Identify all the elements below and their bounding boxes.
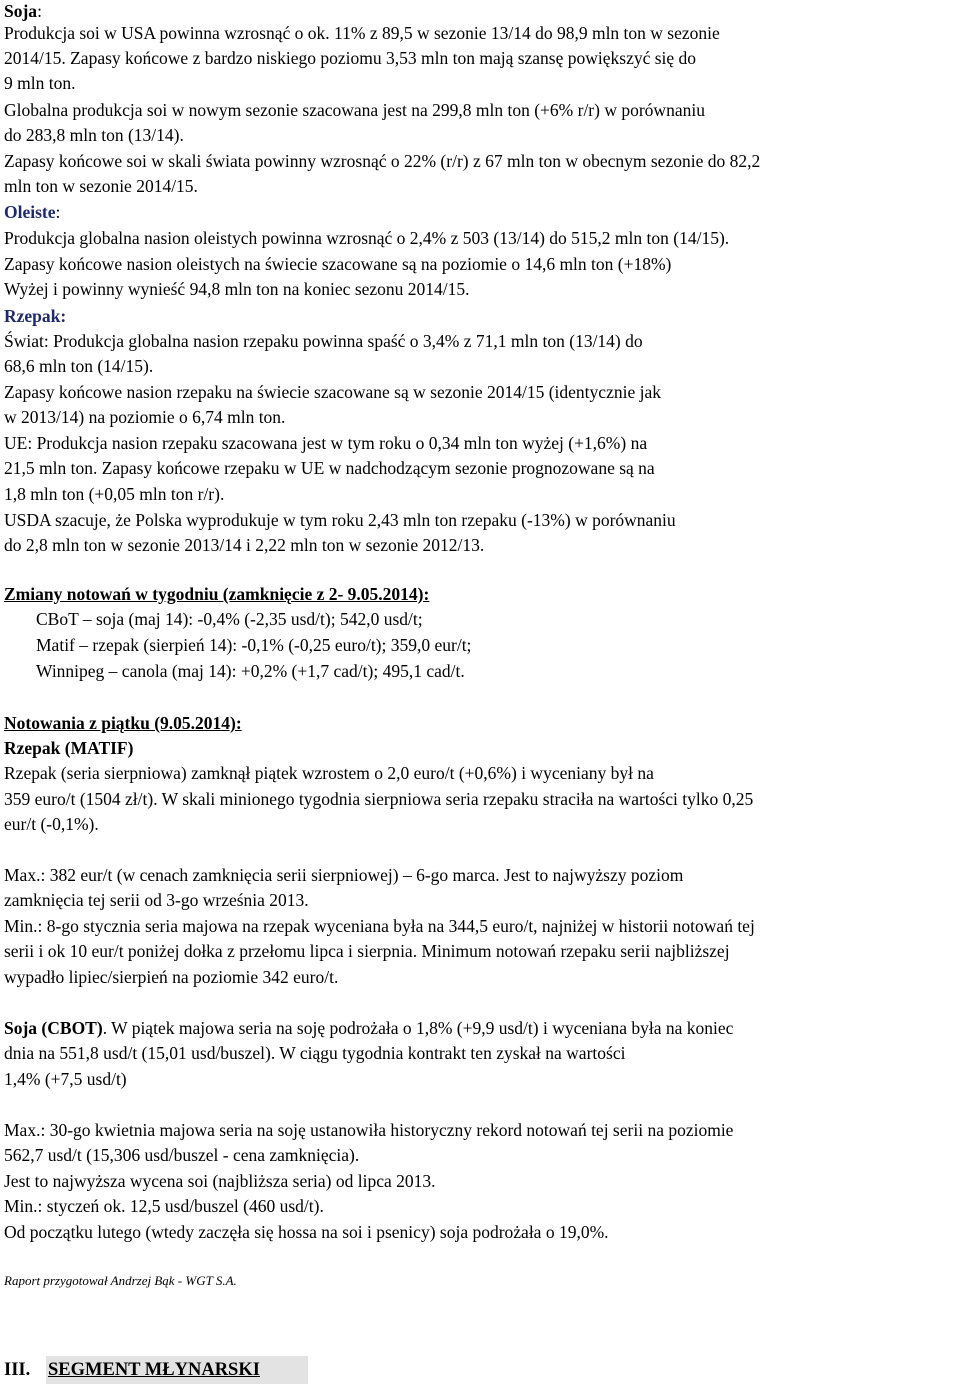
section-heading-rzepak: Rzepak: — [4, 306, 67, 326]
text-line: 68,6 mln ton (14/15). — [4, 356, 154, 376]
section-heading-zmiany: Zmiany notowań w tygodniu (zamknięcie z 2- 9.05.2014): — [4, 584, 430, 604]
segment-title: SEGMENT MŁYNARSKI — [48, 1360, 260, 1380]
list-item: Matif – rzepak (sierpień 14): -0,1% (-0,25 euro/t); 359,0 eur/t; — [36, 635, 472, 655]
text-line: Min.: styczeń ok. 12,5 usd/buszel (460 usd/t). — [4, 1196, 324, 1216]
list-item: CBoT – soja (maj 14): -0,4% (-2,35 usd/t); 542,0 usd/t; — [36, 609, 423, 629]
oleiste-heading-text: Oleiste — [4, 202, 56, 222]
soja-heading-colon: : — [37, 1, 42, 21]
text-line: Rzepak (seria sierpniowa) zamknął piątek wzrostem o 2,0 euro/t (+0,6%) i wyceniany był na — [4, 763, 654, 783]
text-line: 2014/15. Zapasy końcowe z bardzo niskiego poziomu 3,53 mln ton mają szansę powiększyć się do — [4, 48, 697, 68]
section-heading-soja — [4, 0, 42, 22]
text-line: Globalna produkcja soi w nowym sezonie szacowana jest na 299,8 mln ton (+6% r/r) w porównaniu — [4, 100, 705, 120]
text-line: 1,8 mln ton (+0,05 mln ton r/r). — [4, 484, 225, 504]
text-line: 359 euro/t (1504 zł/t). W skali minionego tygodnia sierpniowa seria rzepaku straciła na wartości tylko 0,25 — [4, 789, 754, 809]
soja-cbot-line-1 — [4, 1017, 733, 1039]
soja-cbot-heading: Soja (CBOT) — [4, 1018, 103, 1038]
subheading-rzepak-matif: Rzepak (MATIF) — [4, 738, 134, 758]
text-line: USDA szacuje, że Polska wyprodukuje w tym roku 2,43 mln ton rzepaku (-13%) w porównaniu — [4, 510, 676, 530]
text-line: Zapasy końcowe nasion oleistych na świecie szacowane są na poziomie o 14,6 mln ton (+18%) — [4, 254, 672, 274]
text-line: Zapasy końcowe nasion rzepaku na świecie szacowane są w sezonie 2014/15 (identycznie jak — [4, 382, 661, 402]
soja-heading-text: Soja — [4, 1, 38, 21]
text-line: Produkcja globalna nasion oleistych powinna wzrosnąć o 2,4% z 503 (13/14) do 515,2 mln ton (14/15). — [4, 228, 730, 248]
text-line: Max.: 382 eur/t (w cenach zamknięcia serii sierpniowej) – 6-go marca. Jest to najwyższy poziom — [4, 865, 684, 885]
text-line: serii i ok 10 eur/t poniżej dołka z przełomu lipca i sierpnia. Minimum notowań rzepaku serii najbliższej — [4, 941, 730, 961]
text-line: zamknięcia tej serii od 3-go września 2013. — [4, 890, 309, 910]
soja-cbot-text: . W piątek majowa seria na soję podrożała o 1,8% (+9,9 usd/t) i wyceniana była na koniec — [102, 1018, 734, 1038]
author-note: Raport przygotował Andrzej Bąk - WGT S.A. — [4, 1273, 237, 1288]
oleiste-heading-colon: : — [55, 202, 61, 222]
text-line: Min.: 8-go stycznia seria majowa na rzepak wyceniana była na 344,5 euro/t, najniżej w historii notowań tej — [4, 916, 755, 936]
text-line: eur/t (-0,1%). — [4, 814, 99, 834]
text-line: 562,7 usd/t (15,306 usd/buszel - cena zamknięcia). — [4, 1145, 360, 1165]
text-line: do 2,8 mln ton w sezonie 2013/14 i 2,22 mln ton w sezonie 2012/13. — [4, 535, 485, 555]
text-line: w 2013/14) na poziomie o 6,74 mln ton. — [4, 407, 286, 427]
text-line: 1,4% (+7,5 usd/t) — [4, 1069, 127, 1089]
text-line: Świat: Produkcja globalna nasion rzepaku powinna spaść o 3,4% z 71,1 mln ton (13/14) do — [4, 331, 643, 351]
text-line: UE: Produkcja nasion rzepaku szacowana jest w tym roku o 0,34 mln ton wyżej (+1,6%) na — [4, 433, 648, 453]
section-heading-notowania: Notowania z piątku (9.05.2014): — [4, 713, 242, 733]
section-heading-oleiste — [4, 201, 60, 223]
text-line: Jest to najwyższa wycena soi (najbliższa seria) od lipca 2013. — [4, 1171, 436, 1191]
text-line: Produkcja soi w USA powinna wzrosnąć o ok. 11% z 89,5 w sezonie 13/14 do 98,9 mln ton w sezonie — [4, 23, 720, 43]
text-line: Max.: 30-go kwietnia majowa seria na soję ustanowiła historyczny rekord notowań tej serii na poziomie — [4, 1120, 734, 1140]
segment-number: III. — [4, 1360, 31, 1380]
text-line: wypadło lipiec/sierpień na poziomie 342 euro/t. — [4, 967, 339, 987]
text-line: Zapasy końcowe soi w skali świata powinny wzrosnąć o 22% (r/r) z 67 mln ton w obecnym sezonie do 82,2 — [4, 151, 761, 171]
text-line: mln ton w sezonie 2014/15. — [4, 176, 198, 196]
text-line: 21,5 mln ton. Zapasy końcowe rzepaku w UE w nadchodzącym sezonie prognozowane są na — [4, 458, 655, 478]
text-line: dnia na 551,8 usd/t (15,01 usd/buszel). W ciągu tygodnia kontrakt ten zyskał na wartości — [4, 1043, 626, 1063]
text-line: 9 mln ton. — [4, 73, 76, 93]
text-line: Wyżej i powinny wynieść 94,8 mln ton na koniec sezonu 2014/15. — [4, 279, 470, 299]
text-line: Od początku lutego (wtedy zaczęła się hossa na soi i psenicy) soja podrożała o 19,0%. — [4, 1222, 609, 1242]
text-line: do 283,8 mln ton (13/14). — [4, 125, 184, 145]
list-item: Winnipeg – canola (maj 14): +0,2% (+1,7 cad/t); 495,1 cad/t. — [36, 661, 465, 681]
